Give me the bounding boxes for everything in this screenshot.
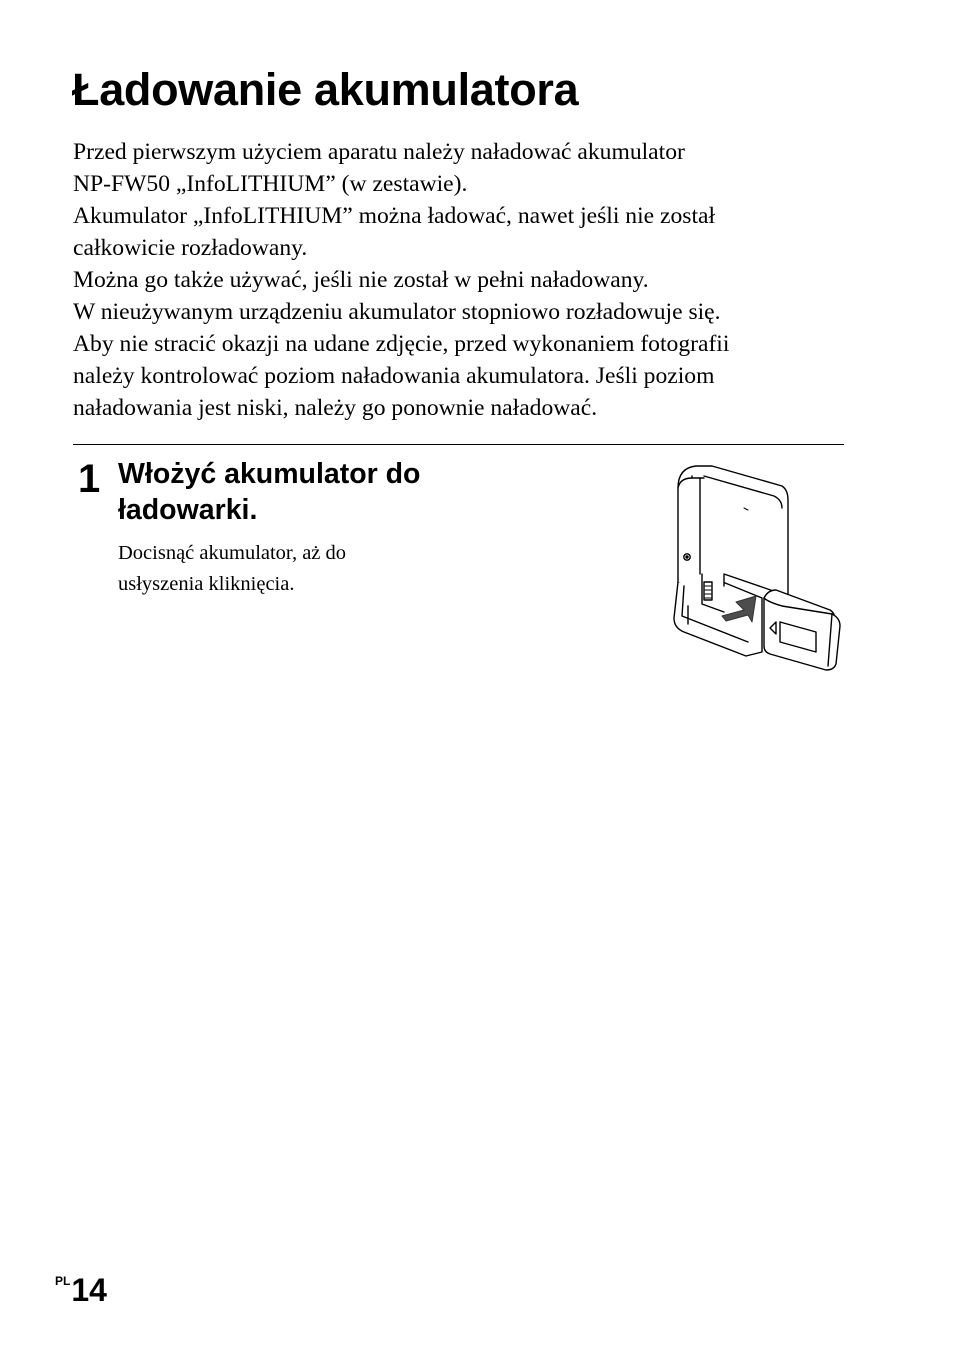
intro-line: Aby nie stracić okazji na udane zdjęcie, przed wykonaniem fotografii bbox=[73, 331, 730, 357]
step-heading-line: ładowarki. bbox=[118, 494, 258, 526]
intro-line: Przed pierwszym użyciem aparatu należy naładować akumulator bbox=[73, 139, 685, 165]
language-code: PL bbox=[55, 1274, 71, 1288]
step-description bbox=[118, 538, 478, 600]
step-description-line: usłyszenia kliknięcia. bbox=[118, 573, 295, 595]
intro-line: NP-FW50 „InfoLITHIUM” (w zestawie). bbox=[73, 171, 468, 197]
page-number: 14 bbox=[71, 1272, 107, 1308]
page-title: Ładowanie akumulatora bbox=[72, 64, 579, 115]
step-heading-line: Włożyć akumulator do bbox=[118, 458, 421, 490]
intro-text bbox=[73, 136, 873, 424]
step-heading bbox=[118, 456, 518, 528]
battery-icon bbox=[764, 590, 840, 670]
page-number-footer bbox=[55, 1270, 107, 1310]
battery-charger-illustration bbox=[664, 456, 848, 678]
step-number: 1 bbox=[78, 457, 101, 501]
step-description-line: Docisnąć akumulator, aż do bbox=[118, 542, 347, 564]
intro-line: należy kontrolować poziom naładowania akumulatora. Jeśli poziom bbox=[73, 363, 715, 389]
intro-line: Akumulator „InfoLITHIUM” można ładować, nawet jeśli nie został bbox=[73, 203, 716, 229]
intro-line: W nieużywanym urządzeniu akumulator stopniowo rozładowuje się. bbox=[73, 299, 721, 325]
intro-line: naładowania jest niski, należy go ponownie naładować. bbox=[73, 395, 598, 421]
section-divider bbox=[73, 444, 844, 445]
intro-line: Można go także używać, jeśli nie został w pełni naładowany. bbox=[73, 267, 649, 293]
intro-line: całkowicie rozładowany. bbox=[73, 235, 308, 261]
